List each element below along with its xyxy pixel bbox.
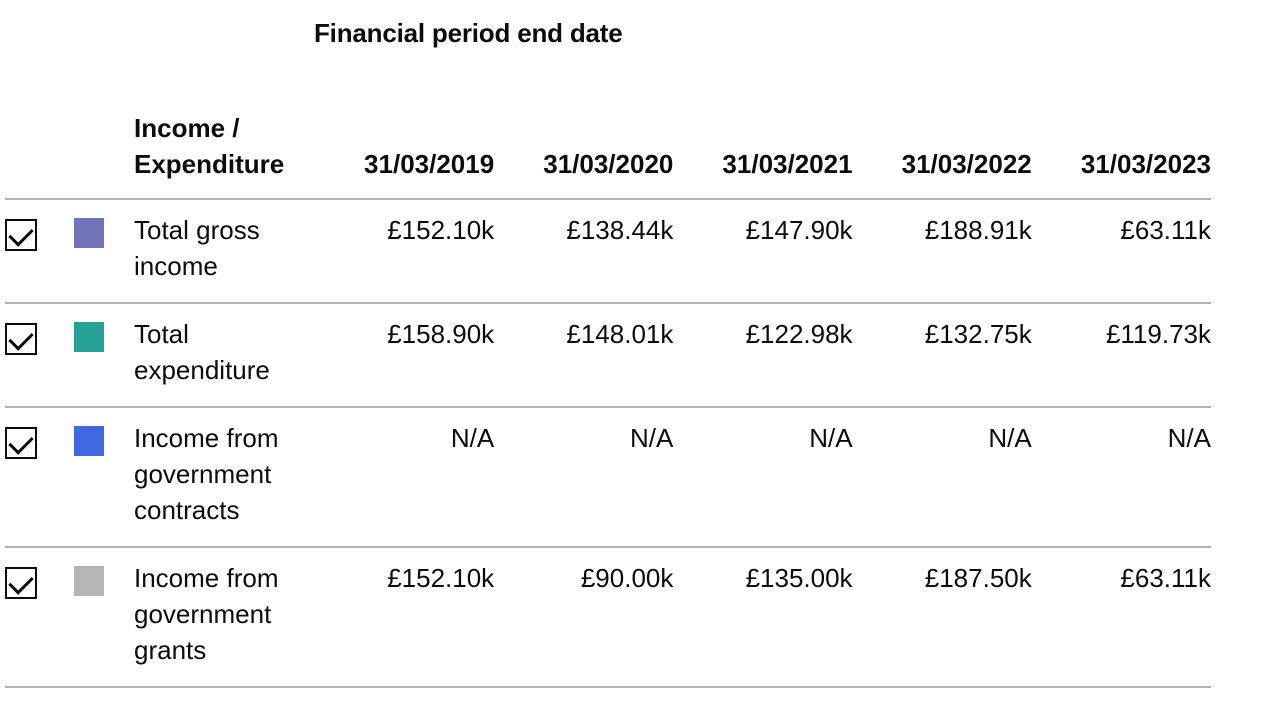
table-row-income-government-contracts <box>5 407 1211 547</box>
column-header-2023: 31/03/2023 <box>1032 106 1211 199</box>
series-color-swatch <box>74 566 104 596</box>
table-cell: £63.11k <box>1032 199 1211 303</box>
row-label: Total expenditure <box>134 303 315 407</box>
table-cell: £147.90k <box>673 199 852 303</box>
table-row-income-government-grants <box>5 547 1211 687</box>
financial-table <box>5 106 1211 688</box>
table-cell: £122.98k <box>673 303 852 407</box>
table-cell: N/A <box>673 407 852 547</box>
table-cell: £187.50k <box>853 547 1032 687</box>
table-caption: Financial period end date <box>314 18 623 48</box>
header-checkbox-cell <box>5 106 74 199</box>
series-toggle-checkbox[interactable] <box>5 219 37 251</box>
table-cell: N/A <box>315 407 494 547</box>
table-cell: £138.44k <box>494 199 673 303</box>
table-row-total-expenditure <box>5 303 1211 407</box>
row-header-label: Income / Expenditure <box>134 106 315 199</box>
table-cell: N/A <box>494 407 673 547</box>
table-cell: £63.11k <box>1032 547 1211 687</box>
table-cell: N/A <box>1032 407 1211 547</box>
table-cell: £119.73k <box>1032 303 1211 407</box>
header-swatch-cell <box>74 106 134 199</box>
row-label: Income from government contracts <box>134 407 315 547</box>
column-header-2021: 31/03/2021 <box>673 106 852 199</box>
series-toggle-checkbox[interactable] <box>5 427 37 459</box>
table-cell: £158.90k <box>315 303 494 407</box>
column-header-2022: 31/03/2022 <box>853 106 1032 199</box>
series-toggle-checkbox[interactable] <box>5 323 37 355</box>
column-header-2020: 31/03/2020 <box>494 106 673 199</box>
table-cell: £148.01k <box>494 303 673 407</box>
series-color-swatch <box>74 426 104 456</box>
series-color-swatch <box>74 322 104 352</box>
table-cell: £152.10k <box>315 199 494 303</box>
row-label: Total gross income <box>134 199 315 303</box>
series-color-swatch <box>74 218 104 248</box>
table-cell: £188.91k <box>853 199 1032 303</box>
column-header-2019: 31/03/2019 <box>315 106 494 199</box>
table-cell: £152.10k <box>315 547 494 687</box>
series-toggle-checkbox[interactable] <box>5 567 37 599</box>
table-row-total-gross-income <box>5 199 1211 303</box>
table-cell: £132.75k <box>853 303 1032 407</box>
header-row <box>5 106 1211 199</box>
row-label: Income from government grants <box>134 547 315 687</box>
table-cell: N/A <box>853 407 1032 547</box>
table-cell: £90.00k <box>494 547 673 687</box>
table-cell: £135.00k <box>673 547 852 687</box>
